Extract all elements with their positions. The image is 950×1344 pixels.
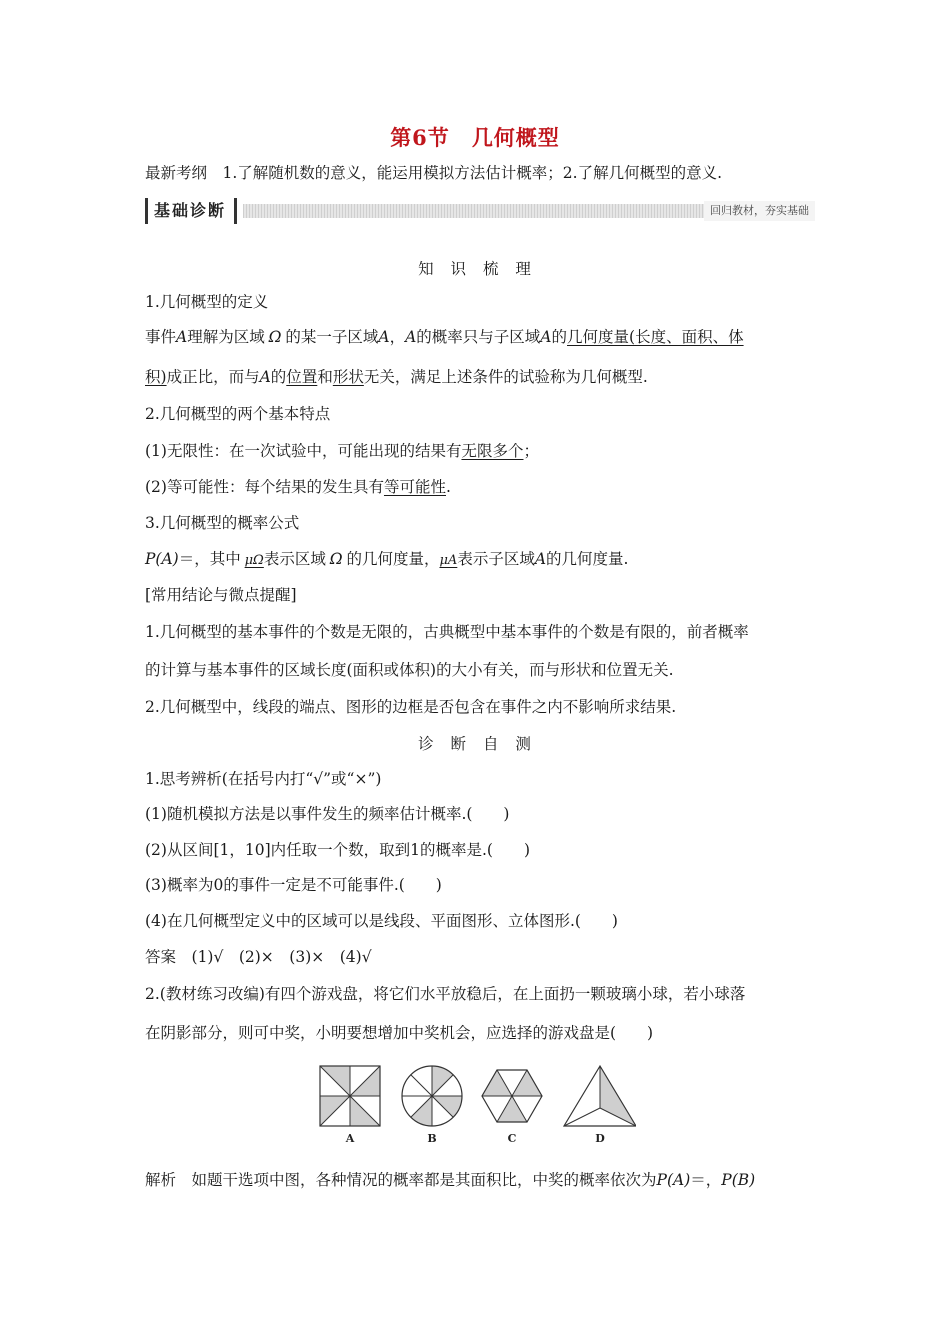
tip-2: 2.几何概型中，线段的端点、图形的边框是否包含在事件之内不影响所求结果.	[145, 698, 677, 716]
syllabus-line	[145, 162, 810, 184]
section-title: 第6节 几何概型	[390, 125, 560, 150]
answer-blank: 形状	[332, 368, 364, 386]
definition-para-line2: 积)成正比，而与A的位置和形状无关，满足上述条件的试验称为几何概型.	[145, 368, 648, 386]
q1-item-1: (1)随机模拟方法是以事件发生的频率估计概率.( )	[145, 805, 510, 823]
feature-equal: (2)等可能性：每个结果的发生具有等可能性.	[145, 478, 451, 496]
answer-blank: 几何度量(长度、面积、体	[567, 328, 744, 346]
syllabus-text: 1.了解随机数的意义，能运用模拟方法估计概率；2.了解几何概型的意义.	[222, 164, 723, 182]
figure-label-a: A	[345, 1132, 355, 1145]
diagnosis-heading: 诊 断 自 测	[418, 735, 537, 753]
q2-line1: 2.(教材练习改编)有四个游戏盘，将它们水平放稳后，在上面扔一颗玻璃小球，若小球落	[145, 985, 746, 1003]
banner-label: 基础诊断	[145, 198, 237, 224]
answer-blank: 位置	[286, 368, 318, 386]
q2-line2: 在阴影部分，则可中奖，小明要想增加中奖机会，应选择的游戏盘是( )	[145, 1024, 654, 1042]
q1-item-2: (2)从区间[1，10]内任取一个数，取到1的概率是.( )	[145, 841, 531, 859]
section-banner	[145, 198, 815, 224]
figure-b-circle-board	[402, 1066, 462, 1126]
banner-tagline: 回归教材，夯实基础	[704, 201, 815, 221]
figure-c-hexagon-board	[482, 1070, 542, 1122]
q2-analysis: 解析 如题干选项中图，各种情况的概率都是其面积比，中奖的概率依次为P(A)＝，P(B)	[145, 1171, 756, 1189]
formula-line: P(A)＝，其中 μΩ表示区域 Ω 的几何度量，μA表示子区域A的几何度量.	[145, 550, 629, 568]
answer-values: (1)√ (2)× (3)× (4)√	[191, 948, 372, 966]
formula-title: 3.几何概型的概率公式	[145, 514, 300, 532]
answer-blank: 积)	[145, 368, 167, 386]
definition-title: 1.几何概型的定义	[145, 293, 269, 311]
q1-answer	[145, 946, 810, 968]
features-title: 2.几何概型的两个基本特点	[145, 405, 331, 423]
figure-label-d: D	[595, 1132, 605, 1145]
tip-1-line1: 1.几何概型的基本事件的个数是无限的，古典概型中基本事件的个数是有限的，前者概率	[145, 623, 749, 641]
tips-title: [常用结论与微点提醒]	[145, 586, 297, 604]
tip-1-line2: 的计算与基本事件的区域长度(面积或体积)的大小有关，而与形状和位置无关.	[145, 661, 674, 679]
q1-item-4: (4)在几何概型定义中的区域可以是线段、平面图形、立体图形.( )	[145, 912, 618, 930]
figure-label-c: C	[507, 1132, 517, 1145]
answer-blank: μA	[439, 553, 458, 568]
answer-blank: μΩ	[244, 553, 264, 568]
answer-label: 答案	[145, 948, 177, 966]
answer-blank: 无限多个	[461, 442, 524, 460]
q1-item-3: (3)概率为0的事件一定是不可能事件.( )	[145, 876, 442, 894]
q1-title: 1.思考辨析(在括号内打“√”或“×”)	[145, 770, 382, 788]
game-board-figures	[316, 1062, 636, 1152]
feature-infinite: (1)无限性：在一次试验中，可能出现的结果有无限多个；	[145, 442, 539, 460]
figure-d-triangle-board	[564, 1066, 636, 1126]
definition-para-line1: 事件A理解为区域 Ω 的某一子区域A，A的概率只与子区域A的几何度量(长度、面积、体	[145, 328, 744, 346]
knowledge-heading: 知 识 梳 理	[418, 260, 537, 278]
figure-label-b: B	[427, 1132, 437, 1145]
figure-a-square-board	[320, 1066, 380, 1126]
answer-blank: 等可能性	[383, 478, 446, 496]
syllabus-label: 最新考纲	[145, 164, 208, 182]
analysis-label: 解析	[145, 1171, 177, 1189]
figures-svg	[316, 1062, 636, 1152]
